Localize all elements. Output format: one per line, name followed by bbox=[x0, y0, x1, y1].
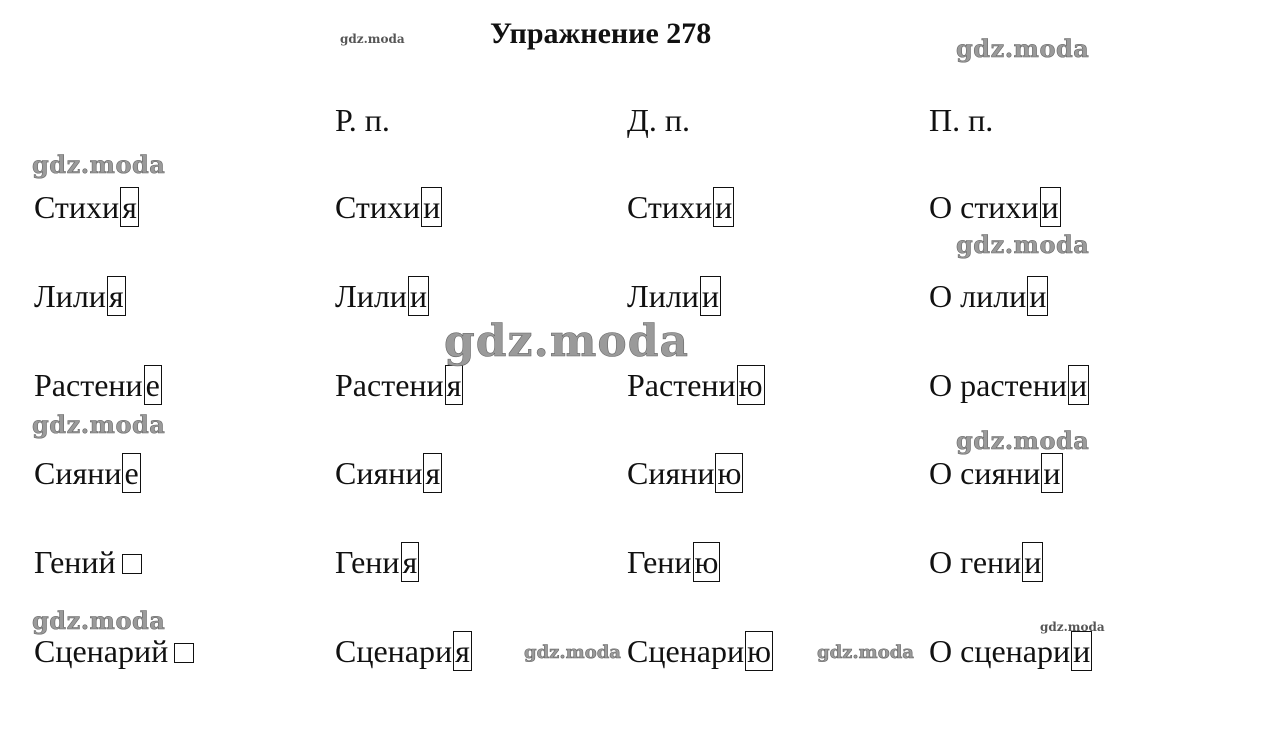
word-stem: Лили bbox=[34, 278, 106, 314]
watermark: gdz.moda bbox=[444, 316, 690, 367]
word-stem: Лили bbox=[627, 278, 699, 314]
word-base bbox=[34, 542, 142, 582]
word-stem: Сценарий bbox=[34, 633, 169, 669]
word-stem: О сияни bbox=[929, 455, 1041, 491]
word-rp bbox=[335, 631, 472, 671]
word-stem: Гени bbox=[335, 544, 400, 580]
watermark: gdz.moda bbox=[956, 34, 1090, 63]
word-stem: Стихи bbox=[627, 189, 713, 225]
word-base bbox=[34, 631, 194, 671]
watermark: gdz.moda bbox=[32, 410, 166, 439]
word-pp bbox=[929, 631, 1092, 671]
watermark: gdz.moda bbox=[956, 426, 1090, 455]
word-base bbox=[34, 365, 162, 405]
ending-box: я bbox=[446, 367, 462, 403]
header-rp: Р. п. bbox=[335, 102, 390, 138]
ending-box: е bbox=[145, 367, 160, 403]
word-stem: Гени bbox=[627, 544, 692, 580]
word-stem: О стихи bbox=[929, 189, 1039, 225]
ending-box: и bbox=[1043, 455, 1061, 491]
empty-ending-box bbox=[122, 543, 142, 581]
word-rp bbox=[335, 453, 442, 493]
ending-box: я bbox=[122, 189, 137, 225]
word-dp bbox=[627, 365, 765, 405]
word-rp bbox=[335, 276, 429, 316]
word-base bbox=[34, 187, 139, 227]
word-pp bbox=[929, 453, 1063, 493]
word-stem: Стихи bbox=[335, 189, 421, 225]
word-dp bbox=[627, 631, 773, 671]
word-stem: Сияни bbox=[335, 455, 423, 491]
word-base bbox=[34, 276, 126, 316]
word-base bbox=[34, 453, 141, 493]
ending-box: и bbox=[423, 189, 441, 225]
ending-box: и bbox=[701, 278, 720, 314]
watermark: gdz.moda bbox=[956, 230, 1090, 259]
watermark: gdz.moda bbox=[1040, 620, 1105, 634]
word-stem: О лили bbox=[929, 278, 1027, 314]
ending-box: и bbox=[1041, 189, 1059, 225]
ending-box: и bbox=[409, 278, 428, 314]
watermark: gdz.moda bbox=[32, 150, 166, 179]
empty-ending-box bbox=[174, 632, 194, 670]
ending-box: я bbox=[425, 455, 441, 491]
word-stem: Растени bbox=[627, 367, 736, 403]
watermark: gdz.moda bbox=[340, 32, 405, 46]
header-pp: П. п. bbox=[929, 102, 994, 138]
word-rp bbox=[335, 187, 442, 227]
word-stem: О растени bbox=[929, 367, 1067, 403]
watermark: gdz.moda bbox=[524, 642, 621, 663]
word-pp bbox=[929, 365, 1089, 405]
watermark: gdz.moda bbox=[32, 606, 166, 635]
ending-box: я bbox=[402, 544, 418, 580]
page-title: Упражнение 278 bbox=[490, 17, 712, 50]
watermark: gdz.moda bbox=[817, 642, 914, 663]
word-dp bbox=[627, 542, 720, 582]
word-stem: Лили bbox=[335, 278, 407, 314]
word-pp bbox=[929, 276, 1048, 316]
word-dp bbox=[627, 276, 721, 316]
ending-box: ю bbox=[717, 455, 742, 491]
word-dp bbox=[627, 187, 734, 227]
word-rp bbox=[335, 542, 419, 582]
word-stem: О сценари bbox=[929, 633, 1071, 669]
word-stem: Сценари bbox=[627, 633, 745, 669]
ending-box: ю bbox=[738, 367, 763, 403]
ending-box: я bbox=[455, 633, 470, 669]
ending-box: ю bbox=[694, 544, 719, 580]
word-stem: О гени bbox=[929, 544, 1022, 580]
word-stem: Растени bbox=[335, 367, 444, 403]
ending-box: я bbox=[108, 278, 124, 314]
word-pp bbox=[929, 542, 1043, 582]
word-stem: Стихи bbox=[34, 189, 120, 225]
ending-box: е bbox=[124, 455, 139, 491]
ending-box: и bbox=[1029, 278, 1047, 314]
word-stem: Сияни bbox=[34, 455, 122, 491]
ending-box: и bbox=[1073, 633, 1091, 669]
word-stem: Сценари bbox=[335, 633, 453, 669]
ending-box: и bbox=[1069, 367, 1088, 403]
word-stem: Растени bbox=[34, 367, 143, 403]
word-rp bbox=[335, 365, 463, 405]
word-pp bbox=[929, 187, 1061, 227]
ending-box: и bbox=[1024, 544, 1042, 580]
header-dp: Д. п. bbox=[627, 102, 690, 138]
word-stem: Гений bbox=[34, 544, 116, 580]
ending-box: и bbox=[715, 189, 733, 225]
word-dp bbox=[627, 453, 743, 493]
ending-box: ю bbox=[747, 633, 772, 669]
word-stem: Сияни bbox=[627, 455, 715, 491]
